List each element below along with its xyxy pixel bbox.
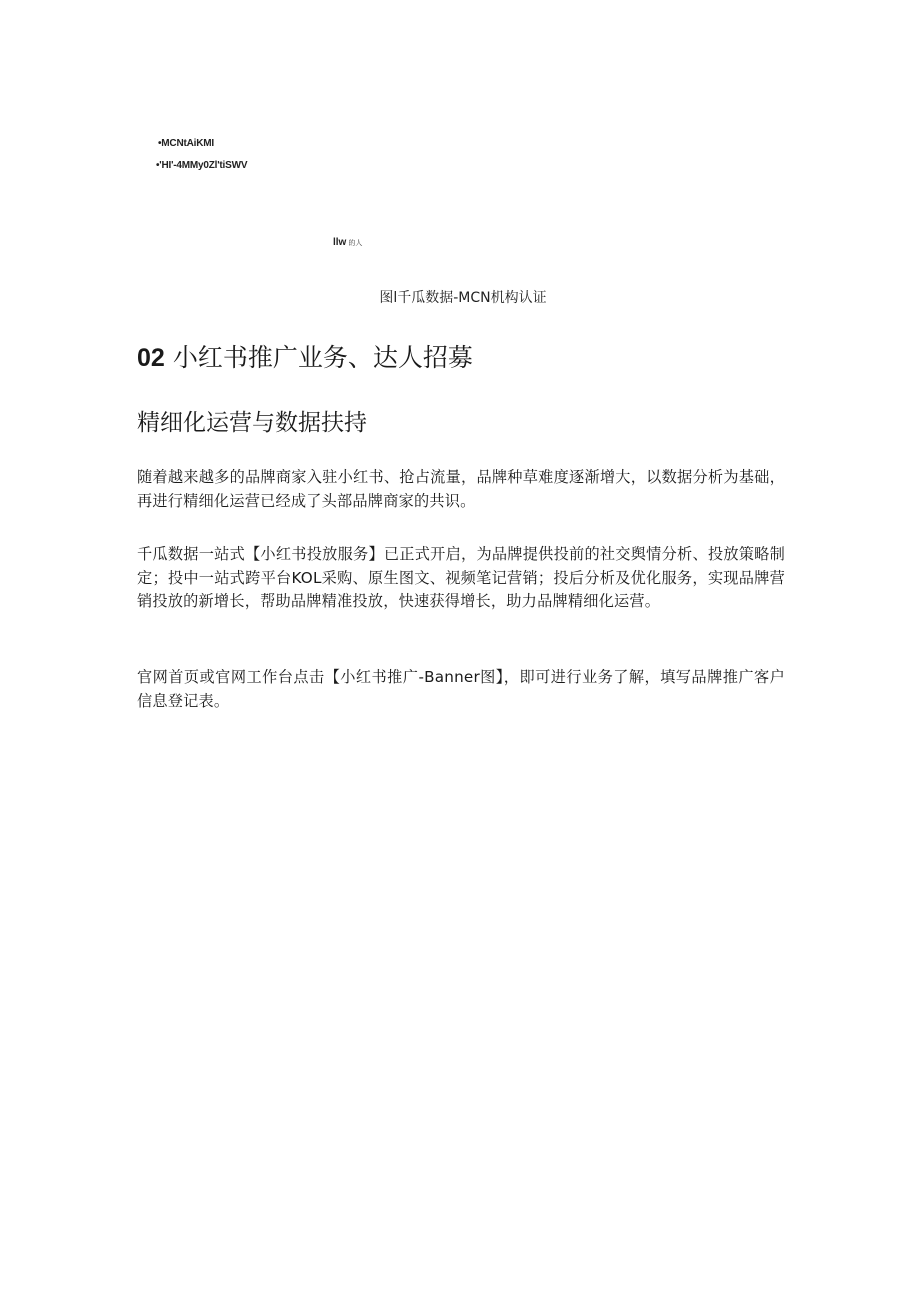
figure-caption — [0, 287, 920, 307]
body-paragraph: 官网首页或官网工作台点击【小红书推广-Banner图】，即可进行业务了解，填写品牌推广客户信息登记表。 — [137, 668, 785, 710]
section-number: 02 — [137, 344, 165, 372]
figure-caption-text: 图l千瓜数据-MCN机构认证 — [379, 290, 547, 306]
figure-text-line — [333, 237, 362, 248]
figure-text-line: •MCNtAiKMI — [158, 138, 214, 149]
body-paragraph: 随着越来越多的品牌商家入驻小红书、抢占流量，品牌种草难度逐渐增大，以数据分析为基础，再进行精细化运营已经成了头部品牌商家的共识。 — [137, 468, 785, 510]
figure-text-fragment: llw — [333, 237, 347, 248]
section-heading — [137, 338, 473, 374]
subheading: 精细化运营与数据扶持 — [137, 410, 367, 436]
figure-text-fragment-small: 的人 — [348, 240, 363, 247]
figure-text-line: •'HI'-4MMy0Zl'tiSWV — [156, 160, 248, 171]
section-title: 小红书推广业务、达人招募 — [172, 343, 473, 372]
body-paragraph: 千瓜数据一站式【小红书投放服务】已正式开启，为品牌提供投前的社交舆情分析、投放策略制定；投中一站式跨平台KOL采购、原生图文、视频笔记营销；投后分析及优化服务，实现品牌营销投放的新增长，帮助品牌精准投放，快速获得增长，助力品牌精细化运营。 — [137, 545, 785, 610]
